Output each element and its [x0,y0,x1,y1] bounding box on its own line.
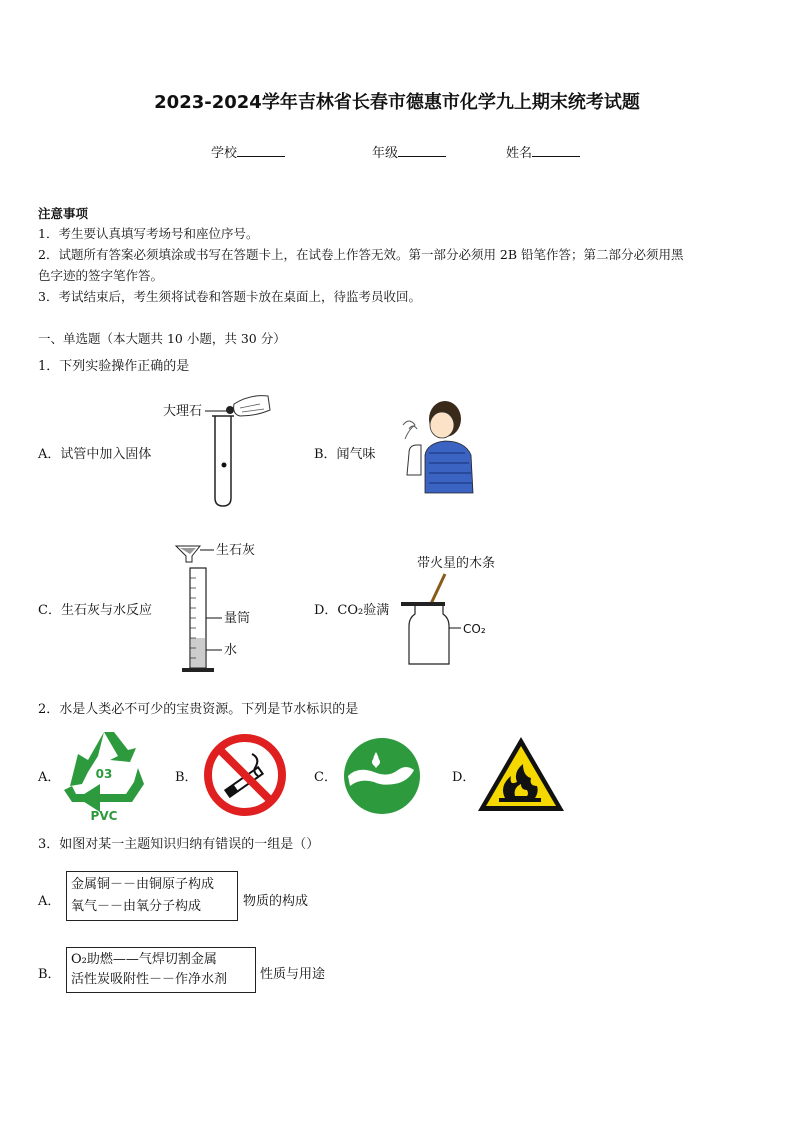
splint-label: 带火星的木条 [417,556,496,571]
cylinder-label: 量筒 [224,611,251,626]
marble-label: 大理石 [163,404,203,419]
grade-label: 年级 [372,146,399,161]
name-field [506,142,580,161]
recycle-number: 03 [95,767,113,781]
q3-option-a: A． [38,894,61,909]
q3-option-b: B． [38,967,61,982]
question-3-stem: 3．如图对某一主题知识归纳有错误的一组是（） [38,837,320,852]
flammable-warning-icon [475,734,567,814]
smell-figure [395,395,480,495]
water-saving-icon [342,736,422,816]
q1-option-b: B．闻气味 [314,447,376,462]
q2-option-a: A． [38,770,61,785]
co2-bottle-figure [393,552,518,672]
question-2-stem: 2．水是人类必不可少的宝贵资源。下列是节水标识的是 [38,702,359,717]
note-item: 2．试题所有答案必须填涂或书写在答题卡上，在试卷上作答无效。第一部分必须用 2B 铅笔作答；第二部分必须用黑 [38,247,684,262]
school-blank [237,143,285,157]
q3-b-line-1: O₂助燃——气焊切割金属 [71,952,217,967]
section-heading: 一、单选题（本大题共 10 小题，共 30 分） [38,331,286,346]
recycle-text: PVC [90,809,118,823]
q3-a-line-2: 氧气－－由氧分子构成 [71,899,202,914]
name-blank [532,143,580,157]
test-tube-figure [160,390,275,510]
q1-option-a: A．试管中加入固体 [38,447,152,462]
grade-blank [398,143,446,157]
notes-heading: 注意事项 [38,206,89,221]
q1-option-c: C．生石灰与水反应 [38,603,152,618]
school-label: 学校 [211,146,238,161]
school-field [211,142,285,161]
no-smoking-icon [202,732,288,818]
q3-a-topic: 物质的构成 [243,894,309,909]
q2-option-b: B． [175,770,198,785]
water-label: 水 [224,643,238,658]
grade-field [372,142,446,161]
name-label: 姓名 [506,146,533,161]
q2-option-c: C． [314,770,337,785]
q3-a-line-1: 金属铜－－由铜原子构成 [71,877,215,892]
question-1-stem: 1．下列实验操作正确的是 [38,359,190,374]
q3-b-summary-box [66,947,256,993]
lime-label: 生石灰 [216,543,256,558]
q1-option-d: D．CO₂验满 [314,603,390,618]
note-item: 3．考试结束后，考生须将试卷和答题卡放在桌面上，待监考员收回。 [38,289,421,304]
q3-a-summary-box [66,871,238,921]
note-item: 1．考生要认真填写考场号和座位序号。 [38,226,259,241]
q2-option-d: D． [452,770,476,785]
co2-label: CO₂ [463,622,486,636]
note-item: 色字迹的签字笔作答。 [38,268,164,283]
q3-b-line-2: 活性炭吸附性－－作净水剂 [71,972,228,987]
cylinder-figure [170,538,270,676]
recycle-pvc-icon [58,728,150,823]
q3-b-topic: 性质与用途 [260,967,326,982]
page-title: 2023-2024学年吉林省长春市德惠市化学九上期末统考试题 [154,92,640,113]
